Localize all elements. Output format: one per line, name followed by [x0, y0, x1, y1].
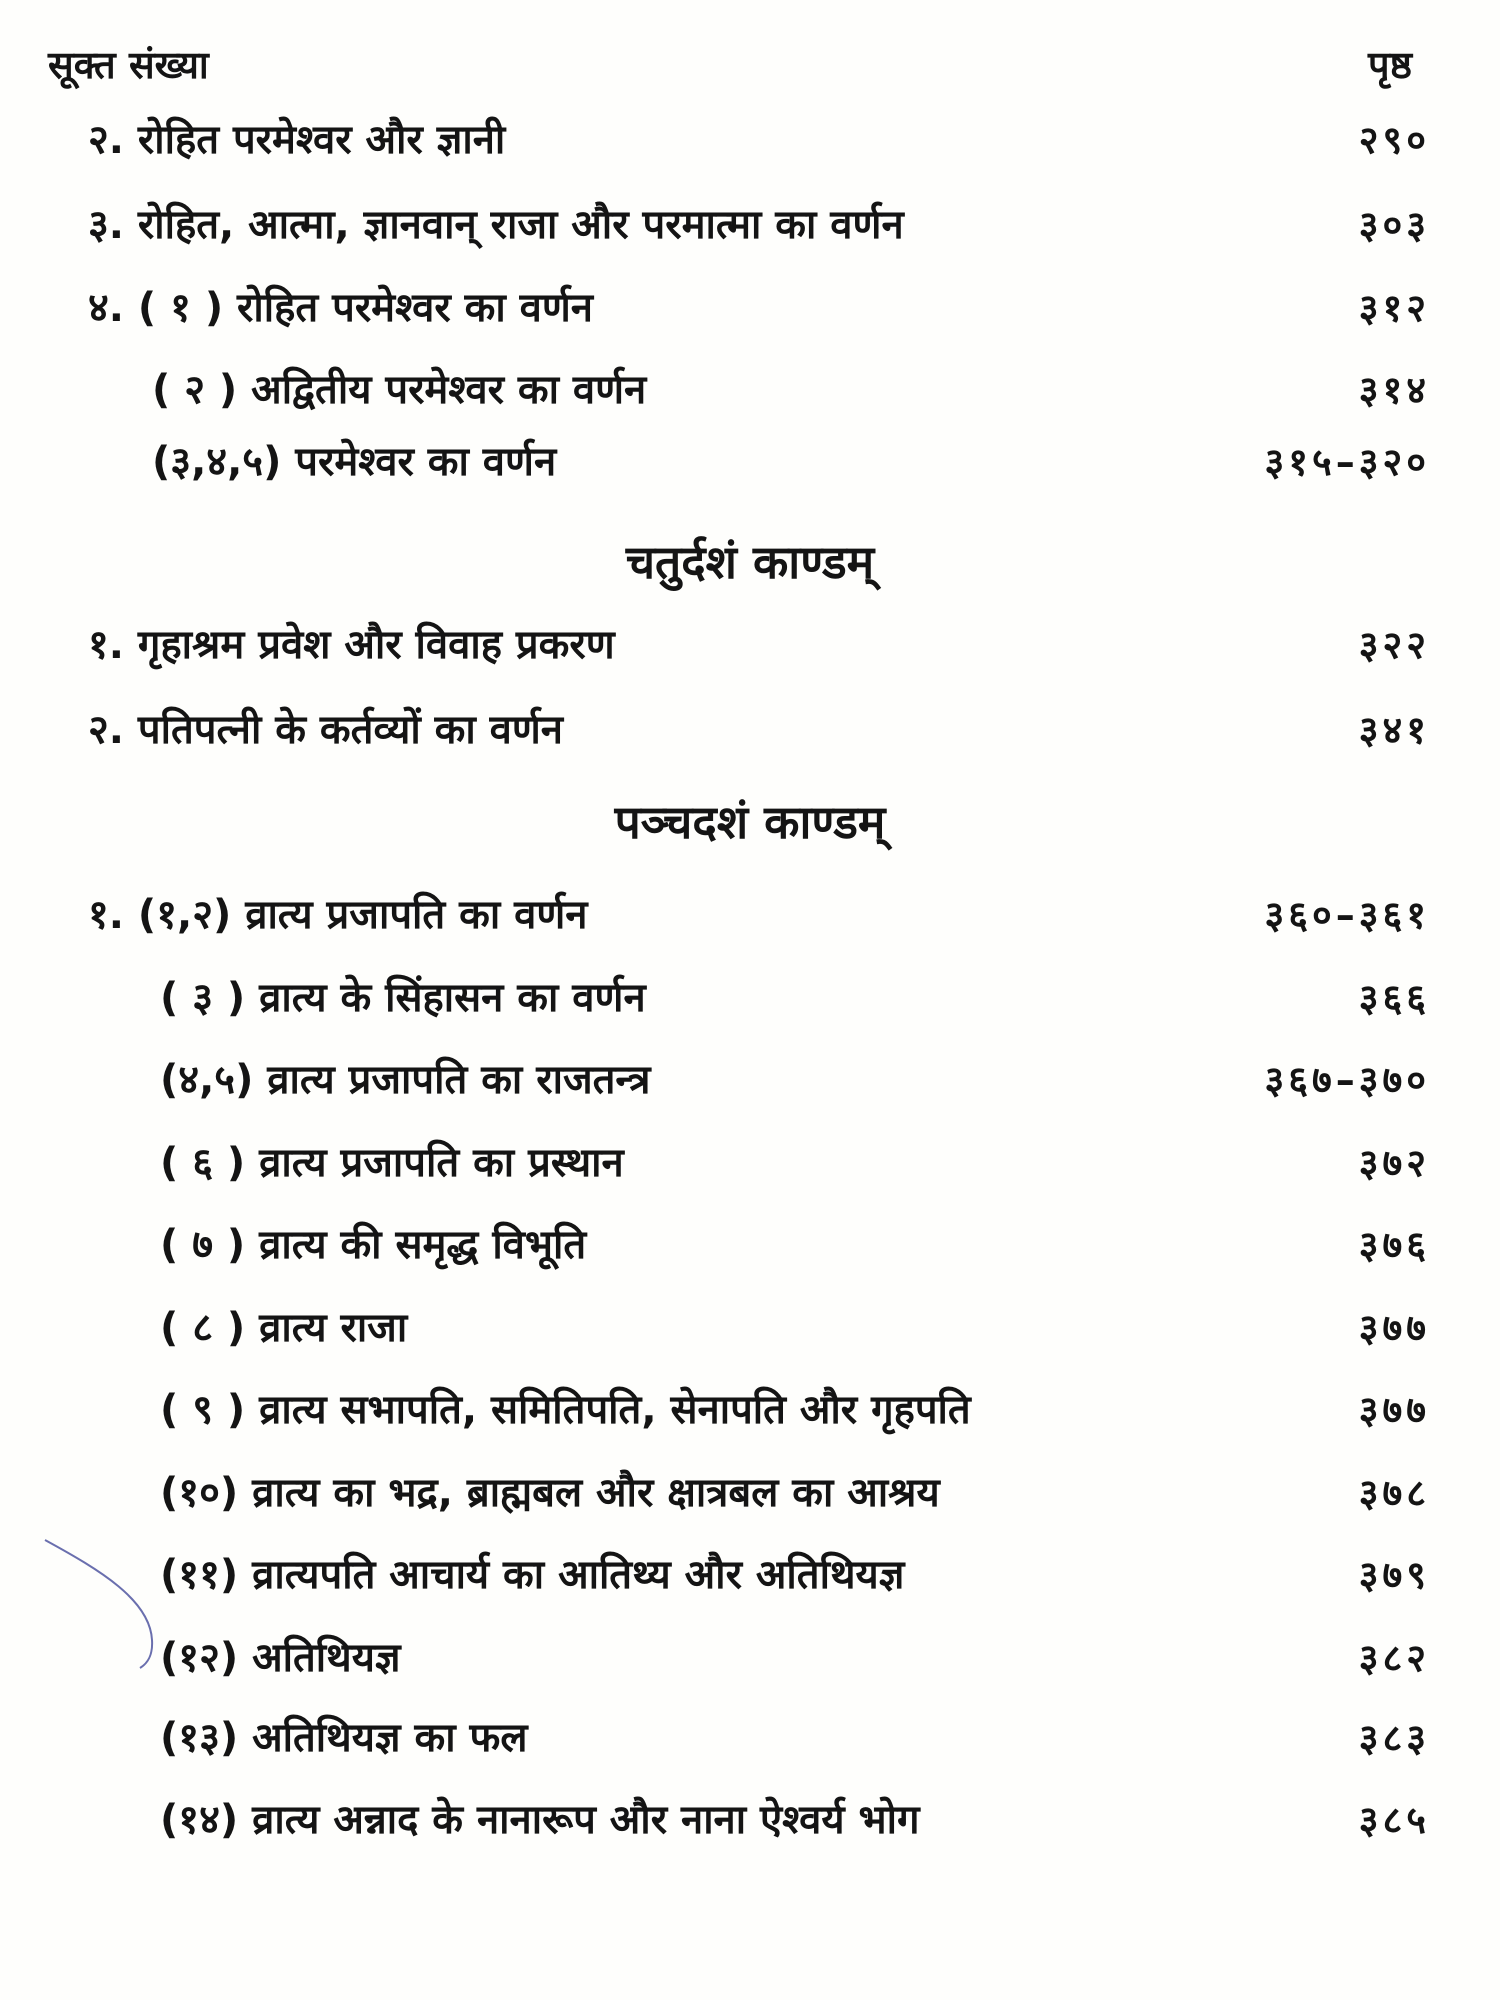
index-entry — [0, 1790, 1500, 1850]
entry-page: ३७८ — [1358, 1471, 1430, 1515]
index-entry — [0, 1628, 1500, 1688]
entry-title: (४,५) व्रात्य प्रजापति का राजतन्त्र — [160, 1057, 651, 1103]
entry-title: २. पतिपत्नी के कर्तव्यों का वर्णन — [88, 707, 563, 753]
entry-title: (११) व्रात्यपति आचार्य का आतिथ्य और अतिथियज्ञ — [160, 1552, 905, 1598]
entry-page: ३१५–३२० — [1264, 440, 1430, 484]
entry-page: ३७२ — [1358, 1141, 1430, 1185]
index-entry — [0, 700, 1500, 760]
entry-page: ३६६ — [1358, 976, 1430, 1020]
index-entry — [0, 1050, 1500, 1110]
column-header-sukta-number: सूक्त संख्या — [48, 43, 209, 87]
entry-title: ( ८ ) व्रात्य राजा — [160, 1305, 408, 1351]
entry-page: ३१२ — [1358, 286, 1430, 330]
entry-page: २९० — [1358, 118, 1430, 162]
entry-page: ३१४ — [1358, 368, 1430, 412]
entry-title: ३. रोहित, आत्मा, ज्ञानवान् राजा और परमात्मा का वर्णन — [88, 202, 904, 248]
entry-page: ३८५ — [1358, 1798, 1430, 1842]
entry-page: ३६७–३७० — [1264, 1058, 1430, 1102]
entry-title: ४. ( १ ) रोहित परमेश्वर का वर्णन — [88, 285, 593, 331]
index-entry — [0, 1463, 1500, 1523]
entry-title: ( ३ ) व्रात्य के सिंहासन का वर्णन — [160, 975, 646, 1021]
index-entry — [0, 1133, 1500, 1193]
entry-title: १. (१,२) व्रात्य प्रजापति का वर्णन — [88, 892, 588, 938]
entry-page: ३८३ — [1358, 1716, 1430, 1760]
index-entry — [0, 615, 1500, 675]
index-entry — [0, 110, 1500, 170]
index-entry — [0, 1215, 1500, 1275]
entry-page: ३६०–३६१ — [1264, 893, 1430, 937]
section-heading-panchadasham-kandam: पञ्चदशं काण्डम् — [614, 795, 886, 849]
entry-page: ३७६ — [1358, 1223, 1430, 1267]
index-entry — [0, 278, 1500, 338]
entry-title: (१०) व्रात्य का भद्र, ब्राह्मबल और क्षात्रबल का आश्रय — [160, 1470, 940, 1516]
index-entry — [0, 1298, 1500, 1358]
entry-title: २. रोहित परमेश्वर और ज्ञानी — [88, 117, 506, 163]
index-entry — [0, 885, 1500, 945]
entry-page: ३७७ — [1358, 1306, 1430, 1350]
index-entry — [0, 195, 1500, 255]
entry-page: ३८२ — [1358, 1636, 1430, 1680]
entry-page: ३७७ — [1358, 1388, 1430, 1432]
index-entry — [0, 1545, 1500, 1605]
column-header-page: पृष्ठ — [1368, 43, 1412, 87]
entry-page: ३४१ — [1358, 708, 1430, 752]
index-entry — [0, 432, 1500, 492]
entry-title: (१२) अतिथियज्ञ — [160, 1635, 401, 1681]
section-heading-chaturdasham-kandam: चतुर्दशं काण्डम् — [625, 535, 875, 589]
entry-title: (१४) व्रात्य अन्नाद के नानारूप और नाना ऐश्वर्य भोग — [160, 1797, 920, 1843]
index-entry — [0, 360, 1500, 420]
index-entry — [0, 1380, 1500, 1440]
entry-title: (३,४,५) परमेश्वर का वर्णन — [152, 439, 557, 485]
index-entry — [0, 1708, 1500, 1768]
entry-title: ( ७ ) व्रात्य की समृद्ध विभूति — [160, 1222, 587, 1268]
pen-scribble-mark — [40, 1530, 160, 1670]
entry-title: ( ६ ) व्रात्य प्रजापति का प्रस्थान — [160, 1140, 624, 1186]
entry-title: ( ९ ) व्रात्य सभापति, समितिपति, सेनापति और गृहपति — [160, 1387, 971, 1433]
entry-page: ३२२ — [1358, 623, 1430, 667]
entry-page: ३७९ — [1358, 1553, 1430, 1597]
entry-page: ३०३ — [1358, 203, 1430, 247]
entry-title: १. गृहाश्रम प्रवेश और विवाह प्रकरण — [88, 622, 615, 668]
index-entry — [0, 968, 1500, 1028]
entry-title: ( २ ) अद्वितीय परमेश्वर का वर्णन — [152, 367, 647, 413]
entry-title: (१३) अतिथियज्ञ का फल — [160, 1715, 528, 1761]
